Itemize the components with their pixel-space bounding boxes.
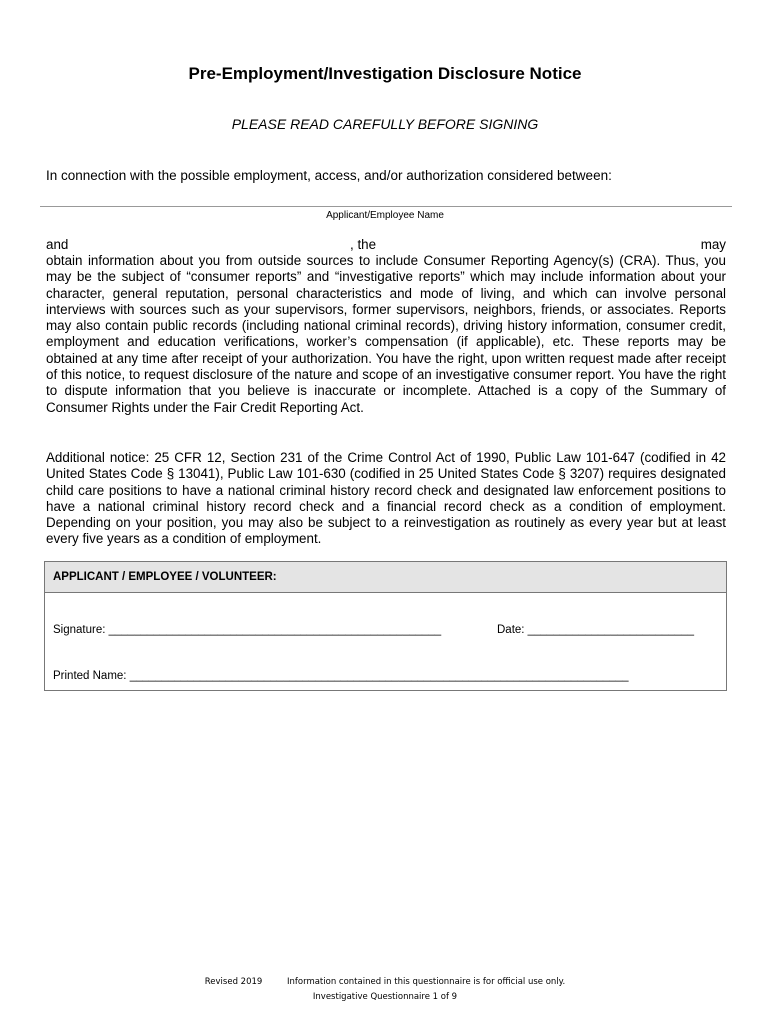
applicant-name-caption: Applicant/Employee Name [326, 210, 444, 221]
date-field[interactable]: Date: __________________________ [497, 624, 694, 636]
applicant-name-line[interactable] [40, 206, 732, 207]
intro-text: In connection with the possible employment, access, and/or authorization considered between: [46, 168, 612, 183]
and-word: and [46, 237, 69, 252]
agency-line [46, 237, 726, 253]
official-use-notice: Information contained in this questionnaire is for official use only. [287, 977, 566, 987]
page-number: Investigative Questionnaire 1 of 9 [312, 992, 458, 1002]
footer-line-1 [0, 977, 770, 987]
signature-box-header: APPLICANT / EMPLOYEE / VOLUNTEER: [45, 562, 726, 593]
additional-notice-paragraph: Additional notice: 25 CFR 12, Section 231 of the Crime Control Act of 1990, Public Law 101-647 (codified in 42 United States Code § 13041), Public Law 101-630 (codified in 25 United States Code § 3207) requires designated child care positions to have a national criminal history record check and designated law enforcement positions to have a national criminal history record check and a financial record check as a condition of employment. Depending on your position, you may also be subject to a reinvestigation as routinely as every year but at least every five years as a condition of employment. [46, 450, 726, 547]
signature-field[interactable]: Signature: ____________________________________________________ [53, 624, 442, 636]
disclosure-paragraph: obtain information about you from outside sources to include Consumer Reporting Agency(s) (CRA). Thus, you may be the subject of “consumer reports” and “investigative reports” which may include information about your character, general reputation, personal characteristics and mode of living, and which can involve personal interviews with sources such as your supervisors, former supervisors, neighbors, friends, or associates. Reports may also contain public records (including national criminal records), driving history information, consumer credit, employment and education verifications, worker’s compensation (if applicable), etc. These reports may be obtained at any time after receipt of your authorization. You have the right, upon written request made after receipt of this notice, to request disclosure of the nature and scope of an investigative consumer report. You have the right to dispute information that you believe is inaccurate or incomplete. Attached is a copy of the Summary of Consumer Rights under the Fair Credit Reporting Act. [46, 253, 726, 415]
printed-name-field[interactable]: Printed Name: ______________________________________________________________________________ [53, 670, 629, 682]
revised-date: Revised 2019 [204, 977, 263, 987]
signature-box [44, 561, 727, 691]
document-subtitle: PLEASE READ CAREFULLY BEFORE SIGNING [231, 116, 539, 132]
may-word: may [700, 237, 726, 252]
the-word: , the [350, 237, 377, 252]
document-title: Pre-Employment/Investigation Disclosure Notice [188, 64, 582, 83]
